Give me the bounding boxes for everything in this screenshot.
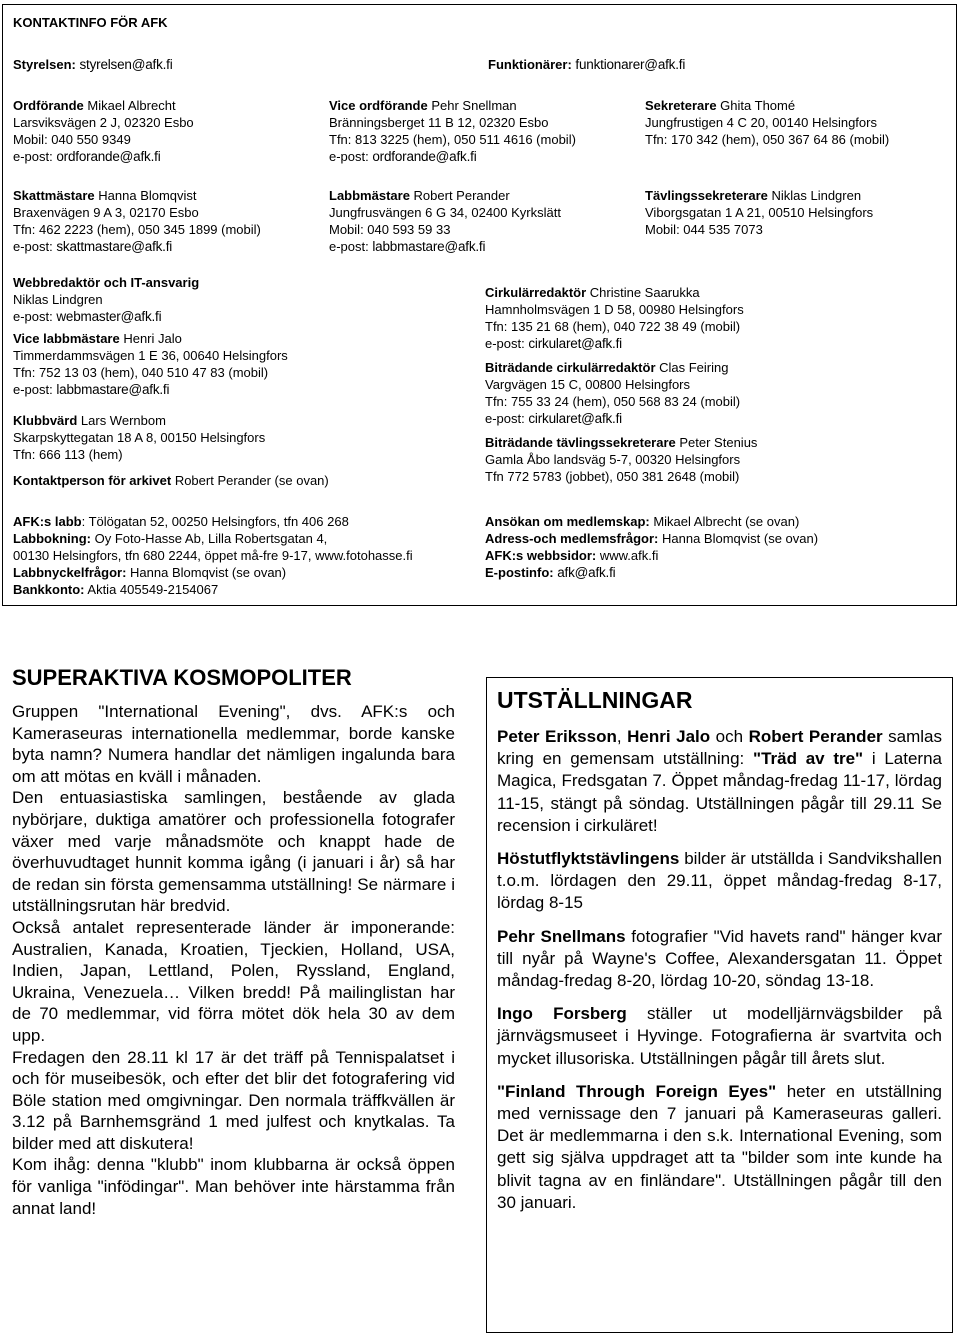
phone: Tfn: 462 2223 (hem), 050 345 1899 (mobil) [13, 222, 261, 237]
contact-lab-master [329, 187, 561, 255]
exhibition-item: Ingo Forsberg ställer ut modelljärnvägsbilder på järnvägsmuseet i Hyvinge. Fotografierna är svartvita och mycket illusoriska. Utställningen pågår till årets slut. [497, 1004, 942, 1068]
contact-assistant-newsletter-editor [485, 359, 740, 427]
lab-label: AFK:s labb [13, 514, 82, 529]
role: Cirkulärredaktör [485, 285, 587, 300]
email-label: e-post: [13, 239, 53, 254]
club-practical-info [13, 513, 413, 598]
contact-vice-lab-master [13, 330, 288, 398]
website-link[interactable]: www.afk.fi [596, 548, 659, 563]
booking-label: Labbokning: [13, 531, 91, 546]
contact-info-box [2, 4, 957, 606]
address: Bränningsberget 11 B 12, 02320 Esbo [329, 115, 549, 130]
address: Viborgsgatan 1 A 21, 00510 Helsingfors [645, 205, 874, 220]
email-link[interactable]: cirkularet@afk.fi [528, 411, 622, 426]
address: Jungfrusvängen 6 G 34, 02400 Kyrkslätt [329, 205, 561, 220]
address: Gamla Åbo landsväg 5-7, 00320 Helsingfors [485, 452, 741, 467]
person-name: Clas Feiring [655, 360, 729, 375]
article-paragraph: Fredagen den 28.11 kl 17 är det träff på Tennispalatset i och för museibesök, och efter det blir det fotografering vid Böle station med omgivningar. Den normala träffkvällen är 3.12 på Barnhemsgränd 1 med julfest och knytkalas. Ta bilder med att diskutera! [12, 1047, 455, 1153]
person-name: Lars Wernbom [77, 413, 166, 428]
bank-label: Bankkonto: [13, 582, 85, 597]
email-link[interactable]: skattmastare@afk.fi [56, 239, 173, 254]
box-title: KONTAKTINFO FÖR AFK [13, 15, 168, 30]
role: Vice labbmästare [13, 331, 120, 346]
phone: Mobil: 040 550 9349 [13, 132, 131, 147]
contact-newsletter-editor [485, 284, 744, 352]
phone: Tfn: 170 342 (hem), 050 367 64 86 (mobil) [645, 132, 890, 147]
article-paragraph: Den entuasiastiska samlingen, bestående av glada nybörjare, duktiga amatörer och professionella fotografer växer med varje månadsmöte och knappt hade de överhuvudtaget hunnit komma igång (i januari i år) så har de redan sin första gemensamma utställning! Se närmare i utställningsrutan här bredvid. [12, 788, 455, 916]
exhibition-item: Peter Eriksson, Henri Jalo och Robert Perander samlas kring en gemensam utställning: "Träd av tre" i Laterna Magica, Fredsgatan 7. Öppet måndag-fredag 11-17, lördag 11-15, stängt på söndag. Utställningen pågår till 29.11 Se recension i cirkuläret! [497, 727, 943, 835]
person-name: Niklas Lindgren [767, 188, 862, 203]
exhibition-item: Höstutflyktstävlingens bilder är utställda i Sandvikshallen t.o.m. lördagen den 29.11, öppet måndag-fredag 8-17, lördag 8-15 [497, 849, 942, 913]
booking-info: Oy Foto-Hasse Ab, Lilla Robertsgatan 4, [91, 531, 328, 546]
application-label: Ansökan om medlemskap: [485, 514, 650, 529]
email-label: e-post: [13, 382, 53, 397]
website-label: AFK:s webbsidor: [485, 548, 597, 563]
address: Jungfrustigen 4 C 20, 00140 Helsingfors [645, 115, 877, 130]
board-email-link[interactable]: styrelsen@afk.fi [79, 57, 173, 72]
contact-chairman [13, 97, 194, 165]
person-name: Robert Perander [409, 188, 510, 203]
role: Tävlingssekreterare [645, 188, 768, 203]
person-name: Niklas Lindgren [13, 292, 103, 307]
exhibitions-title: UTSTÄLLNINGAR [497, 687, 693, 713]
address-questions-contact: Hanna Blomqvist (se ovan) [658, 531, 819, 546]
contact-secretary [645, 97, 889, 148]
email-label: e-post: [13, 309, 53, 324]
article-paragraph: Kom ihåg: denna "klubb" inom klubbarna är också öppen för vanliga "infödingar". Man behöver inte härstamma från annat land! [12, 1155, 455, 1218]
role: Biträdande cirkulärredaktör [485, 360, 656, 375]
email-label: e-post: [485, 336, 525, 351]
lab-key-label: Labbnyckelfrågor: [13, 565, 127, 580]
role: Vice ordförande [329, 98, 428, 113]
phone: Tfn: 666 113 (hem) [13, 447, 123, 462]
person-name: Robert Perander (se ovan) [171, 473, 329, 488]
phone: Mobil: 044 535 7073 [645, 222, 763, 237]
article-paragraph: Gruppen "International Evening", dvs. AFK:s och Kameraseuras internationella medlemmar, borde kanske byta namn? Numera handlar det nämligen ingalunda bara om att mötas en kväll i månaden. [12, 702, 455, 786]
article-title: SUPERAKTIVA KOSMOPOLITER [12, 665, 352, 690]
email-label: e-post: [329, 239, 369, 254]
contact-webmaster [13, 274, 199, 325]
role: Skattmästare [13, 188, 95, 203]
lab-key-contact: Hanna Blomqvist (se ovan) [126, 565, 287, 580]
article-paragraph: Också antalet representerade länder är imponerande: Australien, Kanada, Kroatien, Tjeckien, Holland, USA, Indien, Japan, Lettland, Polen, Ryssland, England, Ukraina, Venezuela… Vilken bredd! På mailinglistan har de 70 medlemmar, vid förra mötet dök hela 30 av dem upp. [12, 917, 455, 1045]
exhibition-item: "Finland Through Foreign Eyes" heter en utställning med vernissage den 7 januari på Kameraseuras galleri. Det är medlemmarna i den s.k. International Evening, som gett sig själva uppdraget att ta "bilder som inte kunde ha blivit tagna av en finländare". Utställningen pågår till den 30 januari. [497, 1081, 942, 1212]
role: Biträdande tävlingssekreterare [485, 435, 676, 450]
officials-email-link[interactable]: funktionarer@afk.fi [575, 57, 686, 72]
booking-info-line2: 00130 Helsingfors, tfn 680 2244, öppet må-fre 9-17, www.fotohasse.fi [13, 548, 413, 563]
email-label: e-post: [329, 149, 369, 164]
phone: Tfn: 752 13 03 (hem), 040 510 47 83 (mobil) [13, 365, 269, 380]
phone: Tfn: 813 3225 (hem), 050 511 4616 (mobil) [329, 132, 576, 147]
article-superaktiva-kosmopoliter [12, 663, 455, 1219]
email-link[interactable]: ordforande@afk.fi [56, 149, 161, 164]
contact-archive [13, 472, 329, 489]
address-questions-label: Adress-och medlemsfrågor: [485, 531, 659, 546]
role: Webbredaktör och IT-ansvarig [13, 275, 200, 290]
phone: Tfn 772 5783 (jobbet), 050 381 2648 (mobil) [485, 469, 740, 484]
person-name: Pehr Snellman [427, 98, 517, 113]
person-name: Hanna Blomqvist [94, 188, 197, 203]
phone: Tfn: 135 21 68 (hem), 040 722 38 49 (mobil) [485, 319, 741, 334]
contact-treasurer [13, 187, 261, 255]
person-name: Christine Saarukka [586, 285, 700, 300]
role: Kontaktperson för arkivet [13, 473, 172, 488]
role: Ordförande [13, 98, 84, 113]
person-name: Henri Jalo [119, 331, 182, 346]
email-info-link[interactable]: afk@afk.fi [557, 565, 616, 580]
bank-account: Aktia 405549-2154067 [84, 582, 219, 597]
exhibitions-box [486, 677, 953, 1333]
phone: Mobil: 040 593 59 33 [329, 222, 451, 237]
address: Larsviksvägen 2 J, 02320 Esbo [13, 115, 194, 130]
board-email-line [13, 57, 173, 72]
person-name: Mikael Albrecht [83, 98, 176, 113]
application-contact: Mikael Albrecht (se ovan) [649, 514, 800, 529]
officials-label: Funktionärer: [488, 57, 572, 72]
email-link[interactable]: webmaster@afk.fi [56, 309, 162, 324]
email-label: e-post: [13, 149, 53, 164]
person-name: Peter Stenius [675, 435, 758, 450]
contact-competition-secretary [645, 187, 873, 238]
board-label: Styrelsen: [13, 57, 76, 72]
address: Skarpskyttegatan 18 A 8, 00150 Helsingfors [13, 430, 266, 445]
email-link[interactable]: cirkularet@afk.fi [528, 336, 622, 351]
contact-vice-chairman [329, 97, 576, 165]
role: Labbmästare [329, 188, 410, 203]
role: Klubbvärd [13, 413, 78, 428]
role: Sekreterare [645, 98, 717, 113]
address: Timmerdammsvägen 1 E 36, 00640 Helsingfors [13, 348, 288, 363]
phone: Tfn: 755 33 24 (hem), 050 568 83 24 (mobil) [485, 394, 741, 409]
officials-email-line [488, 57, 685, 72]
person-name: Ghita Thomé [716, 98, 796, 113]
lab-address: : Tölögatan 52, 00250 Helsingfors, tfn 406 268 [81, 514, 349, 529]
contact-club-host [13, 412, 265, 463]
exhibition-item: Pehr Snellmans fotografier "Vid havets rand" hänger kvar till nyår på Wayne's Coffee, Alexandersgatan 11. Öppet måndag-fredag 8-20, lördag 10-20, söndag 13-18. [497, 926, 942, 991]
address: Vargvägen 15 C, 00800 Helsingfors [485, 377, 690, 392]
email-link[interactable]: ordforande@afk.fi [372, 149, 477, 164]
email-info-label: E-postinfo: [485, 565, 554, 580]
contact-assistant-competition-secretary [485, 434, 757, 485]
address: Braxenvägen 9 A 3, 02170 Esbo [13, 205, 199, 220]
email-link[interactable]: labbmastare@afk.fi [56, 382, 170, 397]
address: Hamnholmsvägen 1 D 58, 00980 Helsingfors [485, 302, 744, 317]
membership-info [485, 513, 818, 581]
email-label: e-post: [485, 411, 525, 426]
email-link[interactable]: labbmastare@afk.fi [372, 239, 486, 254]
